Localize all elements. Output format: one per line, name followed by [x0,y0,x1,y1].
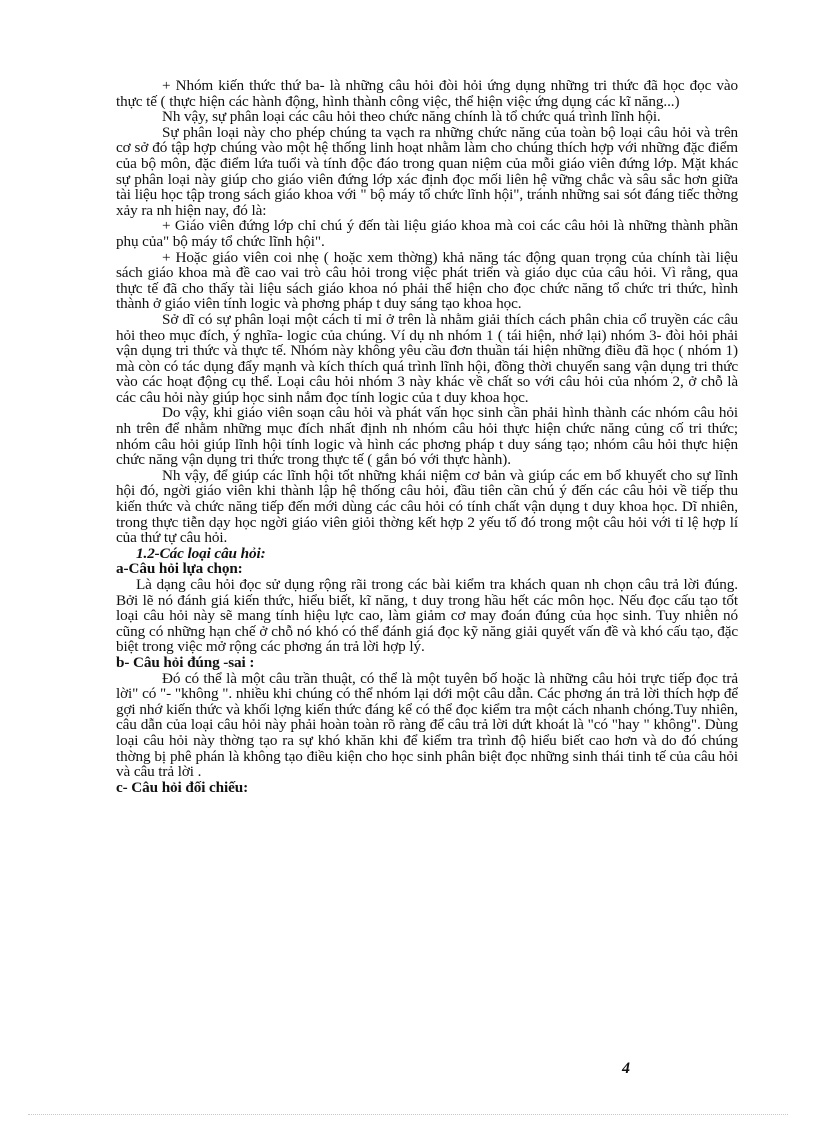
document-body [116,78,738,795]
paragraph-question-groups: Do vậy, khi giáo viên soạn câu hỏi và phát vấn học sinh cần phải hình thành các nhóm câu hỏi nh trên để nhằm những mục đích nhất định nh nhóm câu hỏi thực hiện chức năng củng cố tri thức; nhóm câu hỏi giúp lĩnh hội tính logic và hình các phơng pháp t duy sáng tạo; nhóm câu hỏi thực hiện chức năng vận dụng tri thức trong thực tế ( gắn bó với thực hành). [116,404,738,469]
page-bottom-divider [28,1114,788,1115]
paragraph-mistake-2: + Hoặc giáo viên coi nhẹ ( hoặc xem thờng) khả năng tác động quan trọng của chính tài liệu sách giáo khoa mà đề cao vai trò câu hỏi trong việc phát triển và giáo dục của câu hỏi. Vì rằng, qua thực tế đã cho thấy tài liệu sách giáo khoa nó phải thể hiện cho đọc chức năng tổ chức tri thức, hình thành ở giáo viên tính logic và phơng pháp t duy sáng tạo khoa học. [116,248,738,313]
page-number: 4 [622,1060,630,1077]
subsection-heading-b: b- Câu hỏi đúng -sai : [116,653,255,671]
paragraph-detailed-classification: Sở dĩ có sự phân loại một cách tỉ mỉ ở trên là nhằm giải thích cách phân chia cổ truyền các câu hỏi theo mục đích, ý nghĩa- logic của chúng. Ví dụ nh nhóm 1 ( tái hiện, nhớ lại) nhóm 3- đòi hỏi phải vận dụng tri thức và thực tế. Nhóm này không yêu cầu đơn thuần tái hiện những điều đã học ( nhóm 1) mà còn có tác dụng đẩy mạnh và kích thích quá trình lĩnh hội, đồng thời chuyển sang vận dụng tri thức vào các hoạt động cụ thể. Loại câu hỏi nhóm 3 này khác về chất so với câu hỏi của nhóm 2, ở chỗ là các câu hỏi này giúp học sinh nắm đọc tính logic của t duy khoa học. [116,310,738,406]
subsection-heading-c: c- Câu hỏi đối chiếu: [116,778,249,796]
paragraph-mistake-1: + Giáo viên đứng lớp chỉ chú ý đến tài liệu giáo khoa mà coi các câu hỏi là những thành phần phụ của" bộ máy tổ chức lĩnh hội". [116,217,738,250]
paragraph-building-system: Nh vậy, để giúp các lĩnh hội tốt những khái niệm cơ bản và giúp các em bổ khuyết cho sự lĩnh hội đó, ngời giáo viên khi thành lập hệ thống câu hỏi, đầu tiên cần chú ý đến các câu hỏi về tiếp thu kiến thức và chức năng tiếp đến mới dùng các câu hỏi có tính chất vận dụng t duy khoa học. Dĩ nhiên, trong thực tiễn dạy học ngời giáo viên giỏi thờng kết hợp 2 yếu tố đó trong một câu hỏi với tỉ lệ hợp lí của thứ tự câu hỏi. [116,466,738,547]
paragraph-classification-summary: Nh vậy, sự phân loại các câu hỏi theo chức năng chính là tổ chức quá trình lĩnh hội. [162,108,661,126]
paragraph-multiple-choice: Là dạng câu hỏi đọc sử dụng rộng rãi trong các bài kiểm tra khách quan nh chọn câu trả lời đúng. Bởi lẽ nó đánh giá kiến thức, hiểu biết, kĩ năng, t duy trong hầu hết các môn học. Nếu đọc cấu tạo tốt loại câu hỏi này sẽ mang tính hiệu lực cao, làm giảm cơ may đoán đúng của học sinh. Tuy nhiên nó cũng có những hạn chế ở chỗ nó khó có thể đánh giá đọc kỹ năng giải quyết vấn đề và khó cấu tạo, đặc biệt trong việc mở rộng các phơng án trả lời hợp lý. [116,576,738,656]
section-heading: 1.2-Các loại câu hỏi: [136,544,266,562]
paragraph-knowledge-group-3: + Nhóm kiến thức thứ ba- là những câu hỏi đòi hỏi ứng dụng những tri thức đã học đọc vào thực tế ( thực hiện các hành động, hình thành công việc, thể hiện việc ứng dụng các kĩ năng...) [116,77,738,110]
subsection-heading-a: a-Câu hỏi lựa chọn: [116,560,243,578]
paragraph-classification-benefits: Sự phân loại này cho phép chúng ta vạch ra những chức năng của toàn bộ loại câu hỏi và trên cơ sở đó tập hợp chúng vào một hệ thống linh hoạt nhằm làm cho chúng thích hợp với những đặc điểm của bộ môn, đặc điểm lứa tuổi và tính độc đáo trong quan niệm của mỗi giáo viên đứng lớp. Mặt khác sự phân loại này giúp cho giáo viên đứng lớp xác định đọc mối liên hệ vững chắc và sâu sắc hơn giữa tài liệu học tập trong sách giáo khoa với " bộ máy tổ chức lĩnh hội", tránh những sai sót đáng tiếc thờng xảy ra nh hiện nay, đó là: [116,123,738,219]
paragraph-true-false: Đó có thể là một câu trần thuật, có thể là một tuyên bố hoặc là những câu hỏi trực tiếp đọc trả lời" có "- "không ". nhiều khi chúng có thể nhóm lại dới một câu dẫn. Các phơng án trả lời thích hợp để gợi nhớ kiến thức và khối lợng kiến thức đáng kể có thể đọc kiểm tra một cách nhanh chóng.Tuy nhiên, câu dẫn của loại câu hỏi này phải hoàn toàn rõ ràng để câu trả lời dứt khoát là "có "hay " không". Dùng loại câu hỏi này thờng tạo ra sự khó khăn khi để kiểm tra trình độ hiểu biết cao hơn và do đó chúng thờng bị phê phán là không tạo điều kiện cho học sinh phân biệt đọc những sinh thái tinh tế của câu hỏi và câu trả lời . [116,669,738,781]
